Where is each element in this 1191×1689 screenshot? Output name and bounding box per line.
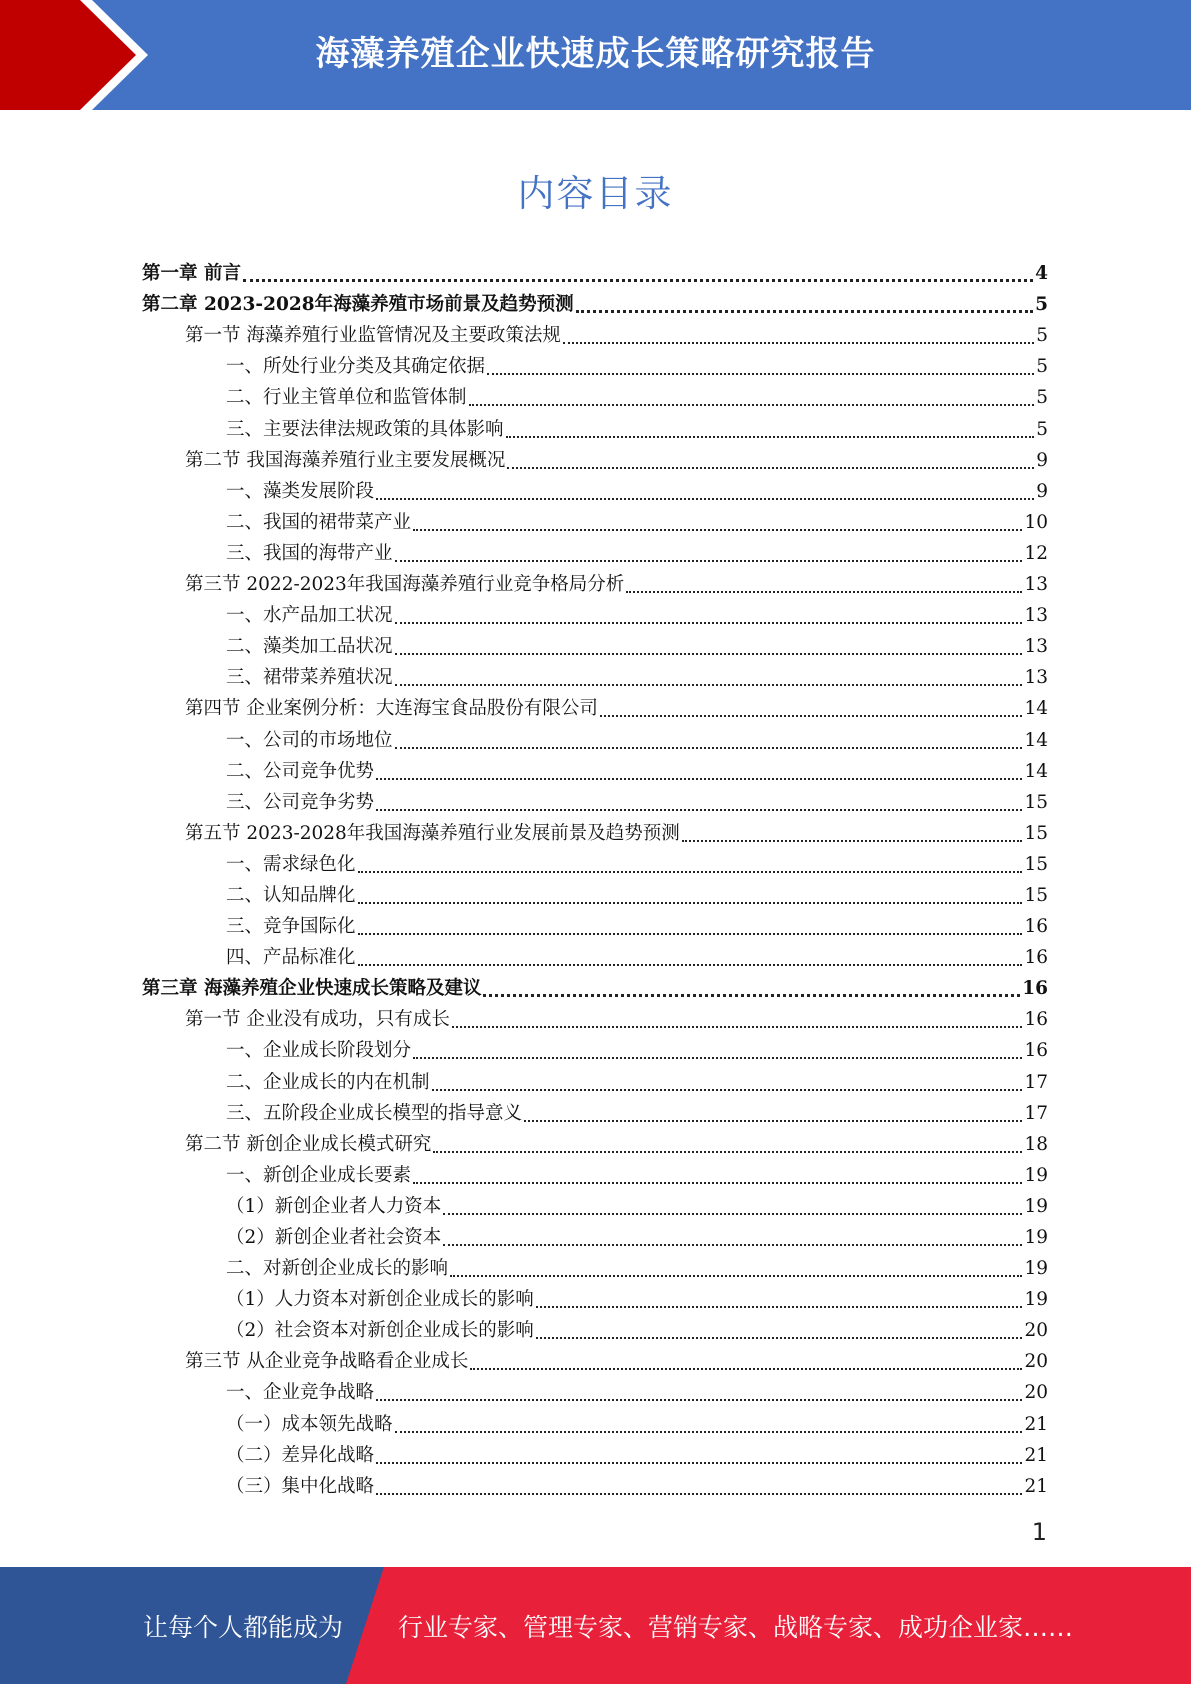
toc-entry-label: 一、需求绿色化 <box>226 853 356 875</box>
toc-entry-page: 19 <box>1024 1227 1048 1248</box>
toc-entry-label: 四、产品标准化 <box>226 947 356 969</box>
toc-entry-page: 17 <box>1024 1102 1048 1124</box>
dot-leader <box>507 467 1034 469</box>
toc-entry-page: 20 <box>1024 1351 1048 1373</box>
toc-entry-label: 第四节 企业案例分析：大连海宝食品股份有限公司 <box>185 698 598 720</box>
dot-leader <box>376 778 1022 780</box>
toc-subsection-entry[interactable] <box>142 473 1048 504</box>
dot-leader <box>395 747 1023 749</box>
toc-entry-page: 5 <box>1036 356 1048 378</box>
toc-entry-label: 第一节 海藻养殖行业监管情况及主要政策法规 <box>185 325 561 347</box>
toc-section-entry[interactable] <box>142 1343 1048 1374</box>
toc-entry-page: 12 <box>1024 542 1048 564</box>
toc-entry-page: 5 <box>1035 294 1048 316</box>
toc-subsection-entry[interactable] <box>142 753 1048 784</box>
dot-leader <box>600 715 1023 717</box>
dot-leader <box>413 529 1022 531</box>
toc-section-entry[interactable] <box>142 566 1048 597</box>
toc-entry-label: 二、对新创企业成长的影响 <box>226 1258 449 1280</box>
toc-entry-page: 14 <box>1024 698 1048 720</box>
toc-entry-page: 18 <box>1024 1133 1048 1155</box>
dot-leader <box>563 342 1034 344</box>
dot-leader <box>432 1089 1023 1091</box>
toc-entry-page: 14 <box>1024 729 1048 751</box>
toc-subsection-entry[interactable] <box>142 348 1048 379</box>
toc-subsection-entry[interactable] <box>142 1250 1048 1281</box>
toc-subsection-entry[interactable] <box>142 721 1048 752</box>
toc-entry-page: 21 <box>1024 1413 1048 1435</box>
toc-entry-page: 20 <box>1024 1320 1048 1342</box>
toc-entry-page: 17 <box>1024 1071 1048 1093</box>
toc-entry-label: 二、藻类加工品状况 <box>226 636 393 658</box>
toc-entry-label: 一、企业成长阶段划分 <box>226 1040 412 1062</box>
toc-subsection-entry[interactable] <box>142 410 1048 441</box>
toc-entry-page: 9 <box>1036 480 1048 502</box>
toc-entry-label: 三、裙带菜养殖状况 <box>226 667 393 689</box>
toc-entry-page: 13 <box>1024 636 1048 658</box>
toc-subsection-entry[interactable] <box>142 504 1048 535</box>
dot-leader <box>443 1213 1022 1215</box>
dot-leader <box>376 1493 1022 1495</box>
toc-subsection-entry[interactable] <box>142 1281 1048 1312</box>
toc-entry-label: 第三章 海藻养殖企业快速成长策略及建议 <box>142 978 482 1000</box>
table-of-contents <box>142 255 1048 1499</box>
toc-entry-page: 21 <box>1024 1475 1048 1497</box>
toc-entry-label: 一、公司的市场地位 <box>226 729 393 751</box>
toc-subsection-entry[interactable] <box>142 1405 1048 1436</box>
toc-entry-page: 5 <box>1036 387 1048 409</box>
toc-entry-page: 16 <box>1024 947 1048 969</box>
page-number: 1 <box>1031 1518 1047 1546</box>
toc-entry-label: 第一章 前言 <box>142 263 241 285</box>
toc-section-entry[interactable] <box>142 1001 1048 1032</box>
dot-leader <box>376 1462 1022 1464</box>
toc-entry-page: 20 <box>1024 1382 1048 1404</box>
toc-section-entry[interactable] <box>142 317 1048 348</box>
toc-entry-page: 13 <box>1024 605 1048 627</box>
toc-entry-page: 4 <box>1035 263 1048 285</box>
toc-entry-label: （一）成本领先战略 <box>226 1413 393 1435</box>
toc-entry-page: 10 <box>1024 511 1048 533</box>
toc-subsection-entry[interactable] <box>142 1437 1048 1468</box>
dot-leader <box>469 404 1035 406</box>
dot-leader <box>487 373 1034 375</box>
toc-entry-page: 14 <box>1024 760 1048 782</box>
toc-entry-page: 16 <box>1024 1009 1048 1031</box>
dot-leader <box>450 1275 1022 1277</box>
dot-leader <box>358 902 1023 904</box>
toc-subsection-entry[interactable] <box>142 1157 1048 1188</box>
toc-section-entry[interactable] <box>142 690 1048 721</box>
toc-entry-label: 二、行业主管单位和监管体制 <box>226 387 467 409</box>
dot-leader <box>395 653 1023 655</box>
dot-leader <box>395 560 1023 562</box>
toc-entry-page: 19 <box>1024 1258 1048 1280</box>
dot-leader <box>358 871 1023 873</box>
dot-leader <box>506 436 1035 438</box>
toc-subsection-entry[interactable] <box>142 846 1048 877</box>
dot-leader <box>536 1337 1023 1339</box>
toc-entry-label: （1）新创企业者人力资本 <box>226 1195 442 1217</box>
toc-entry-label: （2）新创企业者社会资本 <box>226 1227 442 1248</box>
toc-entry-page: 16 <box>1024 916 1048 938</box>
toc-entry-page: 19 <box>1024 1289 1048 1311</box>
toc-entry-label: 三、五阶段企业成长模型的指导意义 <box>226 1102 523 1124</box>
toc-entry-label: （1）人力资本对新创企业成长的影响 <box>226 1289 534 1311</box>
dot-leader <box>413 1057 1022 1059</box>
toc-subsection-entry[interactable] <box>142 1063 1048 1094</box>
dot-leader <box>243 279 1033 282</box>
toc-section-entry[interactable] <box>142 1126 1048 1157</box>
toc-chapter-entry[interactable] <box>142 286 1048 317</box>
toc-subsection-entry[interactable] <box>142 908 1048 939</box>
toc-subsection-entry[interactable] <box>142 1374 1048 1405</box>
toc-entry-label: 第三节 从企业竞争战略看企业成长 <box>185 1351 469 1373</box>
toc-entry-label: 三、主要法律法规政策的具体影响 <box>226 418 504 440</box>
toc-entry-label: 一、企业竞争战略 <box>226 1382 375 1404</box>
toc-entry-label: 三、公司竞争劣势 <box>226 791 375 813</box>
dot-leader <box>358 964 1023 966</box>
dot-leader <box>413 1182 1022 1184</box>
toc-entry-label: 二、认知品牌化 <box>226 884 356 906</box>
toc-entry-label: 二、企业成长的内在机制 <box>226 1071 430 1093</box>
toc-subsection-entry[interactable] <box>142 379 1048 410</box>
toc-entry-page: 13 <box>1024 574 1048 596</box>
dot-leader <box>626 591 1022 593</box>
dot-leader <box>358 933 1023 935</box>
dot-leader <box>395 622 1023 624</box>
toc-entry-page: 19 <box>1024 1195 1048 1217</box>
report-title: 海藻养殖企业快速成长策略研究报告 <box>315 34 876 74</box>
toc-chapter-entry[interactable] <box>142 970 1048 1001</box>
dot-leader <box>376 498 1034 500</box>
footer-slogan-left: 让每个人都能成为 <box>143 1613 344 1642</box>
toc-entry-label: （三）集中化战略 <box>226 1475 375 1497</box>
toc-subsection-entry[interactable] <box>142 659 1048 690</box>
toc-entry-label: 三、竞争国际化 <box>226 916 356 938</box>
toc-subsection-entry[interactable] <box>142 535 1048 566</box>
toc-subsection-entry[interactable] <box>142 1095 1048 1126</box>
toc-subsection-entry[interactable] <box>142 877 1048 908</box>
toc-entry-label: 第二节 新创企业成长模式研究 <box>185 1133 432 1155</box>
dot-leader <box>395 684 1023 686</box>
toc-subsection-entry[interactable] <box>142 784 1048 815</box>
toc-entry-page: 19 <box>1024 1164 1048 1186</box>
toc-subsection-entry[interactable] <box>142 1312 1048 1343</box>
toc-subsection-entry[interactable] <box>142 939 1048 970</box>
header-banner <box>0 0 1191 110</box>
toc-entry-label: 二、公司竞争优势 <box>226 760 375 782</box>
toc-entry-page: 16 <box>1022 978 1048 1000</box>
toc-entry-label: 第五节 2023-2028年我国海藻养殖行业发展前景及趋势预测 <box>185 822 680 844</box>
footer-slogan-right: 行业专家、管理专家、营销专家、战略专家、成功企业家…… <box>398 1613 1074 1642</box>
toc-entry-label: 一、藻类发展阶段 <box>226 480 375 502</box>
toc-entry-label: （2）社会资本对新创企业成长的影响 <box>226 1320 534 1342</box>
dot-leader <box>524 1120 1022 1122</box>
toc-entry-label: 一、水产品加工状况 <box>226 605 393 627</box>
dot-leader <box>452 1026 1023 1028</box>
toc-entry-label: 第二节 我国海藻养殖行业主要发展概况 <box>185 449 506 471</box>
toc-subsection-entry[interactable] <box>142 628 1048 659</box>
toc-entry-page: 16 <box>1024 1040 1048 1062</box>
toc-entry-page: 15 <box>1024 853 1048 875</box>
toc-entry-page: 15 <box>1024 884 1048 906</box>
toc-entry-page: 15 <box>1024 791 1048 813</box>
toc-entry-label: 一、所处行业分类及其确定依据 <box>226 356 486 378</box>
toc-section-entry[interactable] <box>142 442 1048 473</box>
toc-entry-page: 5 <box>1036 418 1048 440</box>
dot-leader <box>536 1306 1023 1308</box>
toc-entry-page: 15 <box>1024 822 1048 844</box>
toc-entry-label: 一、新创企业成长要素 <box>226 1164 412 1186</box>
toc-entry-label: 第一节 企业没有成功，只有成长 <box>185 1009 450 1031</box>
dot-leader <box>376 1399 1022 1401</box>
toc-entry-page: 13 <box>1024 667 1048 689</box>
toc-chapter-entry[interactable] <box>142 255 1048 286</box>
toc-entry-page: 21 <box>1024 1444 1048 1466</box>
toc-entry-label: 三、我国的海带产业 <box>226 542 393 564</box>
toc-subsection-entry[interactable] <box>142 1219 1048 1250</box>
toc-entry-label: 第二章 2023-2028年海藻养殖市场前景及趋势预测 <box>142 294 574 316</box>
toc-entry-label: 二、我国的裙带菜产业 <box>226 511 412 533</box>
toc-subsection-entry[interactable] <box>142 1468 1048 1499</box>
toc-entry-page: 5 <box>1036 325 1048 347</box>
toc-subsection-entry[interactable] <box>142 597 1048 628</box>
toc-entry-label: 第三节 2022-2023年我国海藻养殖行业竞争格局分析 <box>185 574 625 596</box>
dot-leader <box>443 1244 1022 1246</box>
toc-subsection-entry[interactable] <box>142 1032 1048 1063</box>
toc-heading: 内容目录 <box>517 172 674 215</box>
dot-leader <box>682 840 1023 842</box>
dot-leader <box>395 1431 1023 1433</box>
footer-banner <box>0 1567 1191 1684</box>
dot-leader <box>433 1151 1022 1153</box>
toc-subsection-entry[interactable] <box>142 1188 1048 1219</box>
dot-leader <box>470 1368 1022 1370</box>
toc-entry-page: 9 <box>1036 449 1048 471</box>
toc-entry-label: （二）差异化战略 <box>226 1444 375 1466</box>
dot-leader <box>576 310 1034 313</box>
toc-section-entry[interactable] <box>142 815 1048 846</box>
dot-leader <box>483 994 1020 997</box>
dot-leader <box>376 809 1022 811</box>
